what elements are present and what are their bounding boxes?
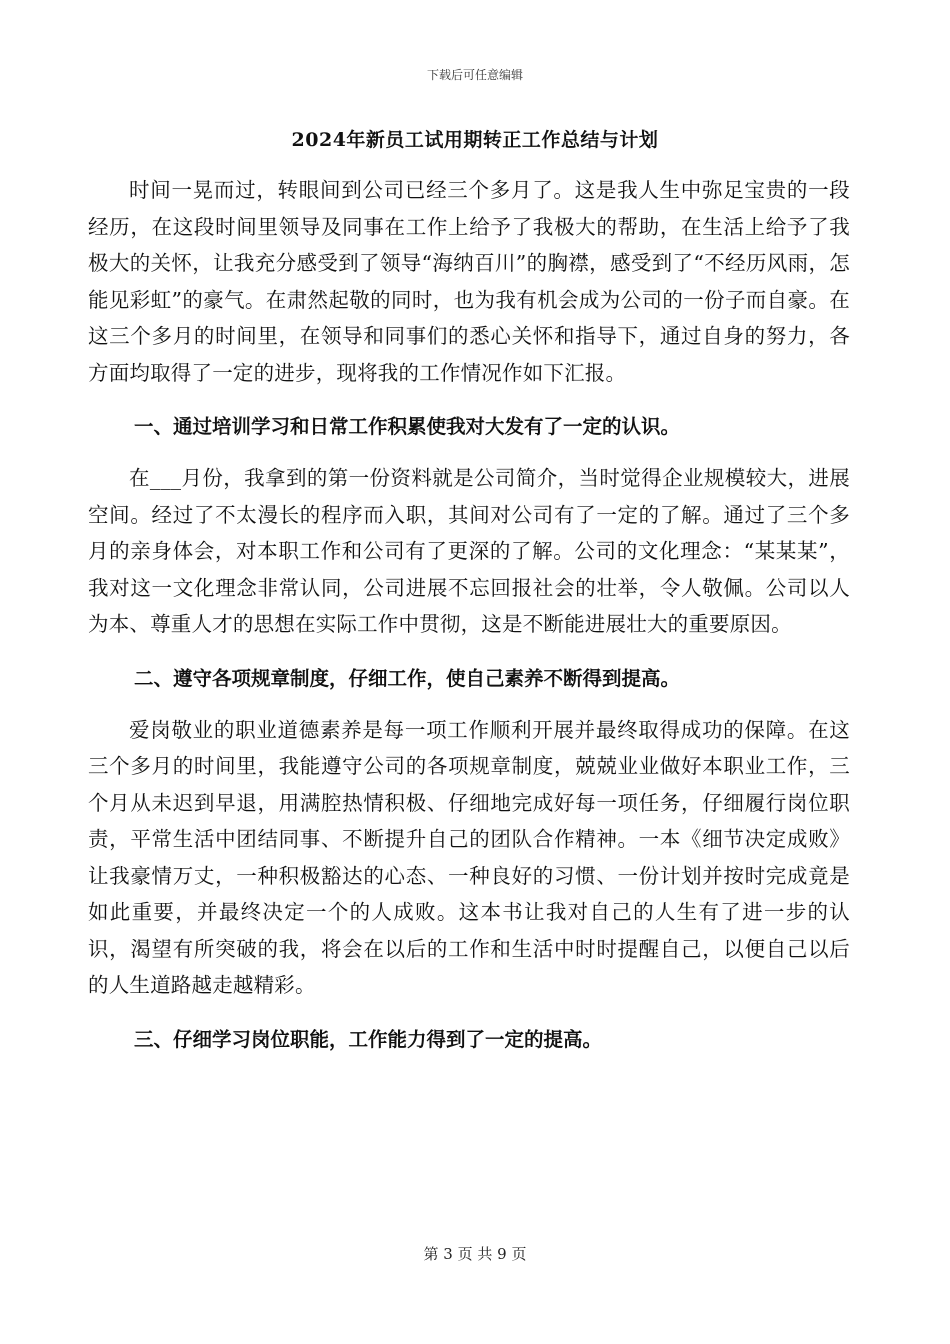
intro-paragraph: 时间一晃而过，转眼间到公司已经三个多月了。这是我人生中弥足宝贵的一段经历，在这段时间里领导及同事在工作上给予了我极大的帮助，在生活上给予了我极大的关怀，让我充分感受到了领导“海纳百川”的胸襟，感受到了“不经历风雨，怎能见彩虹”的豪气。在肃然起敬的同时，也为我有机会成为公司的一份子而自豪。在这三个多月的时间里，在领导和同事们的悉心关怀和指导下，通过自身的努力，各方面均取得了一定的进步，现将我的工作情况作如下汇报。	[88, 178, 850, 385]
section-paragraph-1: 在___月份，我拿到的第一份资料就是公司简介，当时觉得企业规模较大，进展空间。经过了不太漫长的程序而入职，其间对公司有了一定的了解。通过了三个多月的亲身体会，对本职工作和公司有了更深的了解。公司的文化理念：“某某某”，我对这一文化理念非常认同，公司进展不忘回报社会的壮举，令人敬佩。公司以人为本、尊重人才的思想在实际工作中贯彻，这是不断能进展壮大的重要原因。	[88, 466, 850, 636]
section-paragraph-2: 爱岗敬业的职业道德素养是每一项工作顺利开展并最终取得成功的保障。在这三个多月的时间里，我能遵守公司的各项规章制度，兢兢业业做好本职业工作，三个月从未迟到早退，用满腔热情积极、仔细地完成好每一项任务，仔细履行岗位职责，平常生活中团结同事、不断提升自己的团队合作精神。一本《细节决定成败》让我豪情万丈，一种积极豁达的心态、一种良好的习惯、一份计划并按时完成竟是如此重要，并最终决定一个的人成败。这本书让我对自己的人生有了进一步的认识，渴望有所突破的我，将会在以后的工作和生活中时时提醒自己，以便自己以后的人生道路越走越精彩。	[88, 717, 850, 997]
section-heading-3: 三、仔细学习岗位职能，工作能力得到了一定的提高。	[134, 1027, 603, 1051]
document-body	[88, 172, 850, 1058]
section-heading-1: 一、通过培训学习和日常工作积累使我对大发有了一定的认识。	[134, 415, 681, 438]
header-note: 下载后可任意编辑	[426, 68, 523, 82]
section-heading-2: 二、遵守各项规章制度，仔细工作，使自己素养不断得到提高。	[134, 666, 681, 690]
document-title: 2024年新员工试用期转正工作总结与计划	[291, 129, 659, 151]
page-number: 第 3 页 共 9 页	[423, 1245, 527, 1263]
